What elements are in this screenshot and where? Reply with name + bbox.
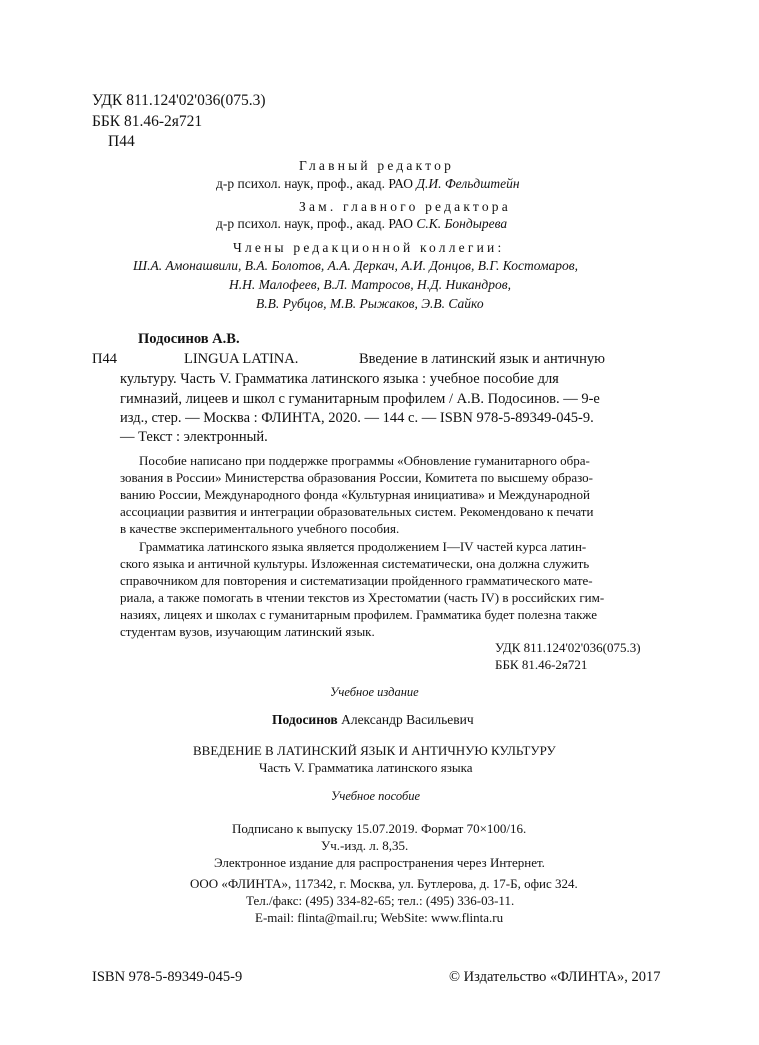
board-members-line: Ш.А. Амонашвили, В.А. Болотов, А.А. Деркач, А.И. Донцов, В.Г. Костомаров, bbox=[133, 258, 579, 273]
publisher-address: ООО «ФЛИНТА», 117342, г. Москва, ул. Бутлерова, д. 17-Б, офис 324. bbox=[190, 876, 578, 891]
imprint-author-surname: Подосинов bbox=[272, 712, 338, 727]
annotation-line: в качестве экспериментального учебного пособия. bbox=[120, 521, 400, 536]
deputy-editor-name: С.К. Бондырева bbox=[416, 216, 508, 231]
edition-type: Учебное издание bbox=[330, 685, 419, 699]
record-code: П44 bbox=[92, 351, 117, 367]
annotation-line: справочником для повторения и систематизации пройденного грамматического мате- bbox=[120, 573, 593, 588]
footer-isbn: ISBN 978-5-89349-045-9 bbox=[92, 969, 243, 985]
record-author: Подосинов А.В. bbox=[138, 331, 240, 347]
chief-editor-title: Главный редактор bbox=[299, 158, 455, 173]
annotation-line: ассоциации развития и интеграции образовательных систем. Рекомендовано к печати bbox=[120, 504, 594, 519]
annotation-bbk: ББК 81.46-2я721 bbox=[495, 657, 588, 672]
record-title-russian: Введение в латинский язык и античную bbox=[359, 351, 605, 367]
annotation-line: студентам вузов, изучающим латинский язык. bbox=[120, 624, 375, 639]
publisher-email: E-mail: flinta@mail.ru; WebSite: www.flinta.ru bbox=[255, 910, 504, 925]
author-mark: П44 bbox=[108, 133, 135, 150]
record-description-line: гимназий, лицеев и школ с гуманитарным профилем / А.В. Подосинов. — 9-е bbox=[120, 391, 600, 407]
annotation-line: Грамматика латинского языка является продолжением I—IV частей курса латин- bbox=[139, 539, 587, 554]
signed-for-release: Подписано к выпуску 15.07.2019. Формат 70×100/16. bbox=[232, 821, 527, 836]
chief-editor-name: Д.И. Фельдштейн bbox=[416, 176, 520, 191]
electronic-edition-note: Электронное издание для распространения через Интернет. bbox=[214, 855, 545, 870]
deputy-editor-title: Зам. главного редактора bbox=[299, 199, 511, 214]
bbk-code: ББК 81.46-2я721 bbox=[92, 113, 203, 130]
annotation-line: ского языка и античной культуры. Изложенная систематически, она должна служить bbox=[120, 556, 590, 571]
imprint-author bbox=[272, 712, 474, 728]
chief-editor-degree: д-р психол. наук, проф., акад. РАО bbox=[216, 176, 417, 191]
imprint-title: ВВЕДЕНИЕ В ЛАТИНСКИЙ ЯЗЫК И АНТИЧНУЮ КУЛЬТУРУ bbox=[193, 743, 556, 758]
book-type: Учебное пособие bbox=[331, 789, 421, 803]
record-description-line: — Текст : электронный. bbox=[120, 429, 268, 445]
chief-editor-line bbox=[216, 176, 520, 192]
board-title: Члены редакционной коллегии: bbox=[233, 240, 505, 255]
annotation-line: назиях, лицеях и школах с гуманитарным профилем. Грамматика будет полезна также bbox=[120, 607, 597, 622]
record-description-line: изд., стер. — Москва : ФЛИНТА, 2020. — 144 с. — ISBN 978-5-89349-045-9. bbox=[120, 410, 594, 426]
annotation-line: ванию России, Международного фонда «Культурная инициатива» и Международной bbox=[120, 487, 590, 502]
annotation-udk: УДК 811.124'02'036(075.3) bbox=[495, 640, 641, 655]
deputy-editor-degree: д-р психол. наук, проф., акад. РАО bbox=[216, 216, 417, 231]
board-members-line: В.В. Рубцов, М.В. Рыжаков, Э.В. Сайко bbox=[256, 296, 484, 311]
record-title-latin: LINGUA LATINA. bbox=[184, 351, 299, 367]
publisher-phones: Тел./факс: (495) 334-82-65; тел.: (495) 336-03-11. bbox=[246, 893, 515, 908]
record-description-line: культуру. Часть V. Грамматика латинского языка : учебное пособие для bbox=[120, 371, 559, 387]
deputy-editor-line bbox=[216, 216, 507, 232]
annotation-line: зования в России» Министерства образования России, Комитета по высшему образо- bbox=[120, 470, 594, 485]
annotation-line: риала, а также помогать в чтении текстов из Хрестоматии (часть IV) в российских гим- bbox=[120, 590, 605, 605]
udk-code: УДК 811.124'02'036(075.3) bbox=[92, 92, 266, 109]
annotation-line: Пособие написано при поддержке программы «Обновление гуманитарного обра- bbox=[139, 453, 590, 468]
publishing-volume: Уч.-изд. л. 8,35. bbox=[321, 838, 409, 853]
footer-copyright: © Издательство «ФЛИНТА», 2017 bbox=[449, 969, 661, 985]
imprint-author-name: Александр Васильевич bbox=[337, 712, 474, 727]
imprint-subtitle: Часть V. Грамматика латинского языка bbox=[259, 760, 473, 775]
board-members-line: Н.Н. Малофеев, В.Л. Матросов, Н.Д. Никандров, bbox=[229, 277, 511, 292]
